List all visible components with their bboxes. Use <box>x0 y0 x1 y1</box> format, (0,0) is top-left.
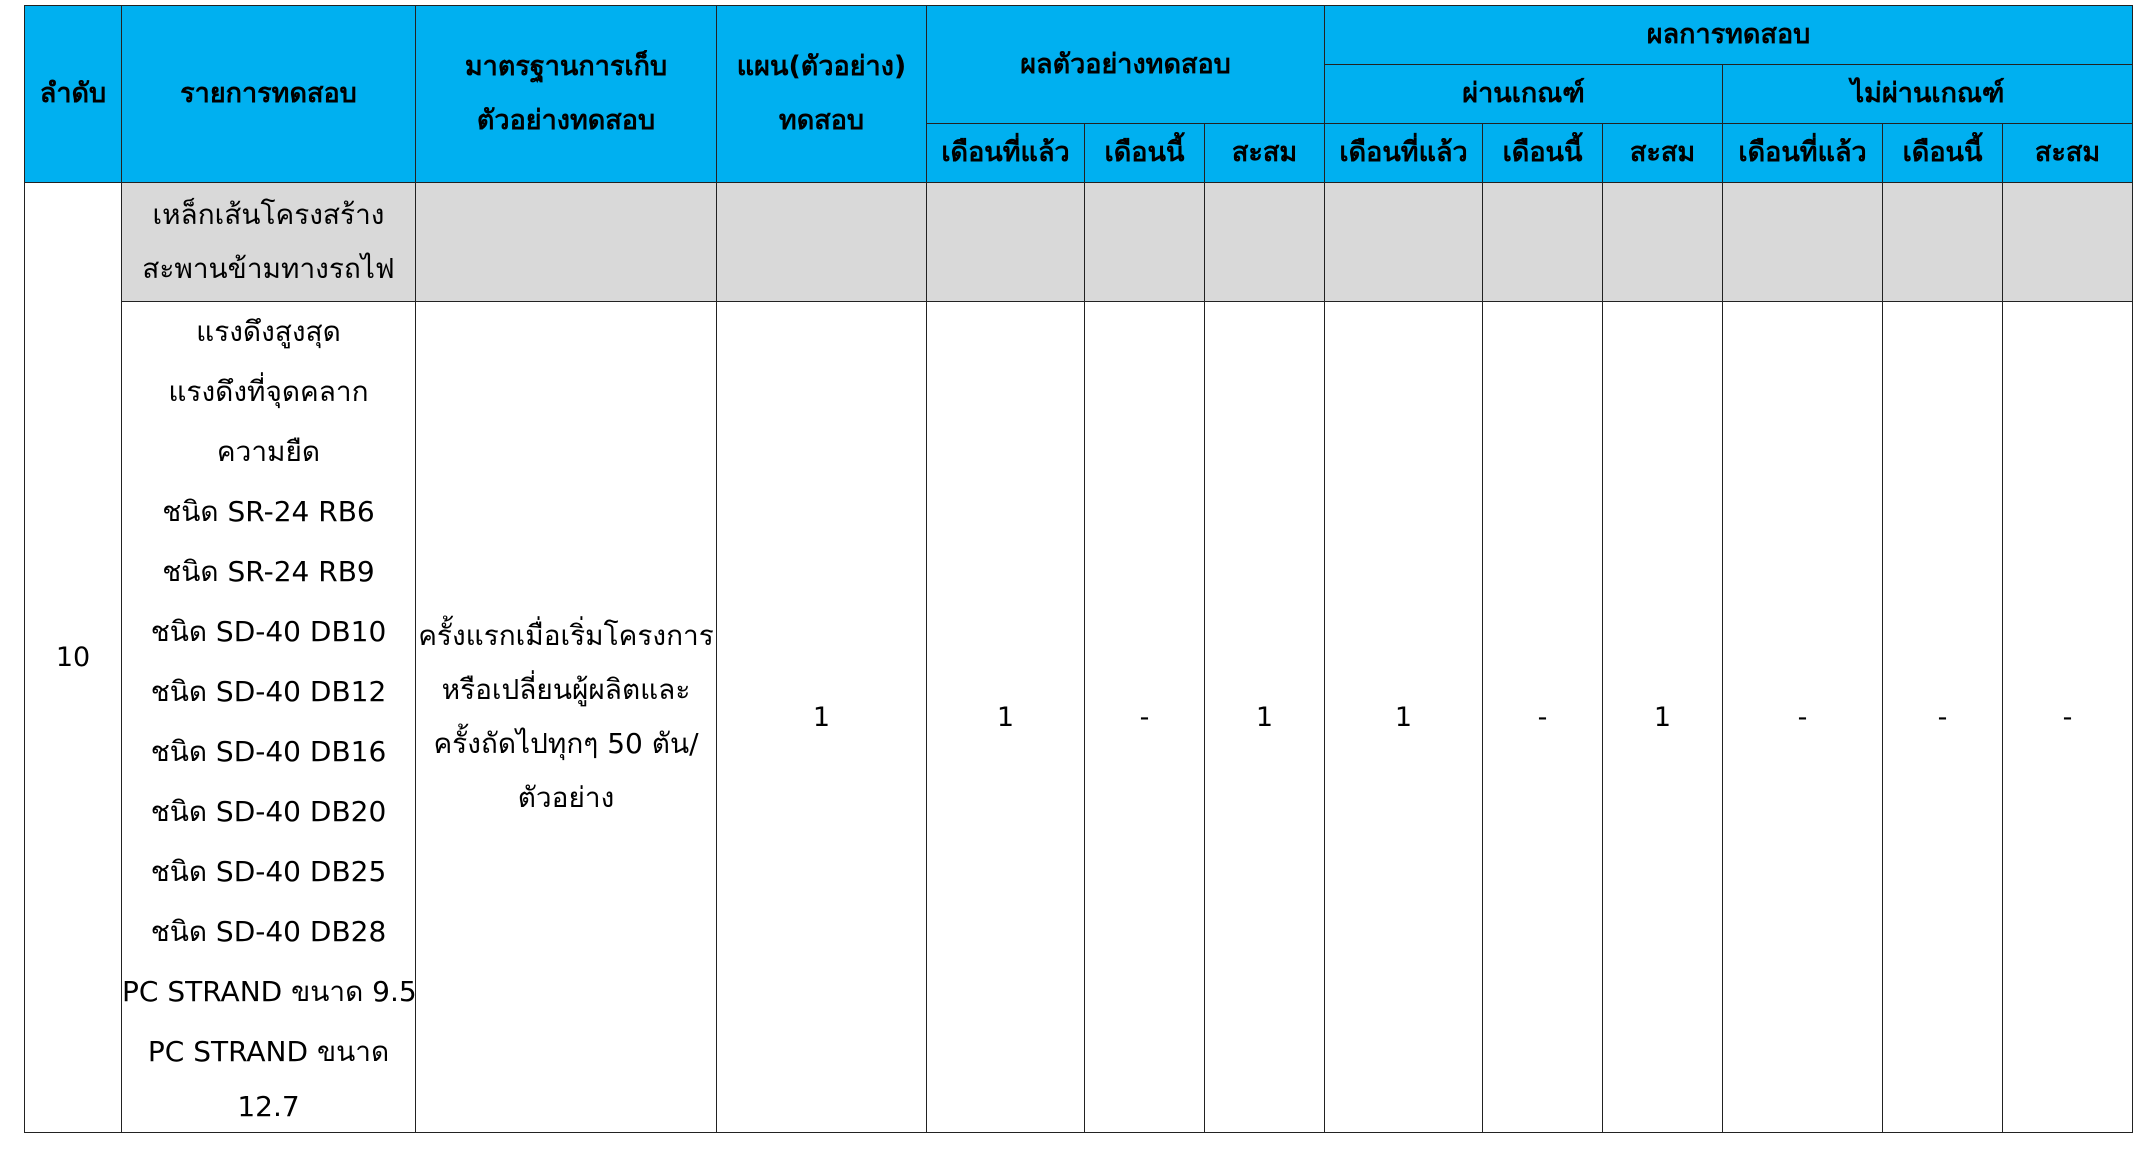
test-results-table <box>24 5 2133 1133</box>
section-cell <box>1483 183 1603 302</box>
section-cell <box>717 183 927 302</box>
test-items-cell <box>122 302 416 1133</box>
section-cell <box>1325 183 1483 302</box>
test-item: ชนิด SD-40 DB28 <box>150 915 387 948</box>
header-sample-last-month: เดือนที่แล้ว <box>927 124 1085 183</box>
header-pass-this-month: เดือนนี้ <box>1483 124 1603 183</box>
header-pass-cumulative: สะสม <box>1603 124 1723 183</box>
header-plan-line-2: ทดสอบ <box>778 105 865 136</box>
header-plan <box>717 6 927 183</box>
test-item: ชนิด SD-40 DB12 <box>150 675 387 708</box>
header-sample-this-month: เดือนนี้ <box>1085 124 1205 183</box>
test-item: ชนิด SD-40 DB10 <box>150 615 387 648</box>
test-item: ความยืด <box>216 435 321 468</box>
pass-last-month-value: 1 <box>1325 302 1483 1133</box>
plan-value: 1 <box>717 302 927 1133</box>
header-item: รายการทดสอบ <box>122 6 416 183</box>
test-item: แรงดึงที่จุดคลาก <box>168 375 369 408</box>
section-cell <box>1603 183 1723 302</box>
sampling-standard-line: หรือเปลี่ยนผู้ผลิตและ <box>441 673 691 706</box>
header-pass: ผ่านเกณฑ์ <box>1325 65 1723 124</box>
sampling-standard-line: ครั้งถัดไปทุกๆ 50 ตัน/ <box>433 727 699 760</box>
header-sample-results: ผลตัวอย่างทดสอบ <box>927 6 1325 124</box>
sample-this-month-value: - <box>1085 302 1205 1133</box>
header-pass-last-month: เดือนที่แล้ว <box>1325 124 1483 183</box>
section-row <box>25 183 2133 302</box>
header-row-1 <box>25 6 2133 65</box>
test-item: ชนิด SD-40 DB25 <box>150 855 387 888</box>
section-cell <box>1723 183 1883 302</box>
header-fail-last-month: เดือนที่แล้ว <box>1723 124 1883 183</box>
section-title <box>122 183 416 302</box>
section-title-line-1: เหล็กเส้นโครงสร้าง <box>152 198 385 231</box>
section-cell <box>1085 183 1205 302</box>
test-item: ชนิด SR-24 RB9 <box>162 555 375 588</box>
header-fail-this-month: เดือนนี้ <box>1883 124 2003 183</box>
sampling-standard-line: ครั้งแรกเมื่อเริ่มโครงการ <box>418 619 714 652</box>
fail-cumulative-value: - <box>2003 302 2133 1133</box>
report-sheet <box>24 5 2132 1133</box>
section-title-line-2: สะพานข้ามทางรถไฟ <box>142 252 395 285</box>
section-cell <box>416 183 717 302</box>
header-plan-line-1: แผน(ตัวอย่าง) <box>736 51 907 82</box>
header-order: ลำดับ <box>25 6 122 183</box>
test-item: 12.7 <box>237 1090 300 1123</box>
header-standard-line-2: ตัวอย่างทดสอบ <box>476 105 656 136</box>
sampling-standard-line: ตัวอย่าง <box>517 781 615 814</box>
header-standard <box>416 6 717 183</box>
test-item: ชนิด SD-40 DB20 <box>150 795 387 828</box>
sample-cumulative-value: 1 <box>1205 302 1325 1133</box>
test-item: แรงดึงสูงสุด <box>196 315 341 348</box>
test-item: ชนิด SD-40 DB16 <box>150 735 387 768</box>
test-item: ชนิด SR-24 RB6 <box>162 495 375 528</box>
pass-this-month-value: - <box>1483 302 1603 1133</box>
header-standard-line-1: มาตรฐานการเก็บ <box>464 51 668 82</box>
header-sample-cumulative: สะสม <box>1205 124 1325 183</box>
row-order: 10 <box>25 183 122 1133</box>
section-cell <box>927 183 1085 302</box>
data-row <box>25 302 2133 1133</box>
section-cell <box>2003 183 2133 302</box>
fail-this-month-value: - <box>1883 302 2003 1133</box>
section-cell <box>1883 183 2003 302</box>
section-cell <box>1205 183 1325 302</box>
sample-last-month-value: 1 <box>927 302 1085 1133</box>
fail-last-month-value: - <box>1723 302 1883 1133</box>
sampling-standard-cell <box>416 302 717 1133</box>
header-fail-cumulative: สะสม <box>2003 124 2133 183</box>
test-item: PC STRAND ขนาด 9.5 <box>122 975 417 1008</box>
header-test-results: ผลการทดสอบ <box>1325 6 2133 65</box>
pass-cumulative-value: 1 <box>1603 302 1723 1133</box>
test-item: PC STRAND ขนาด <box>147 1035 390 1068</box>
header-fail: ไม่ผ่านเกณฑ์ <box>1723 65 2133 124</box>
